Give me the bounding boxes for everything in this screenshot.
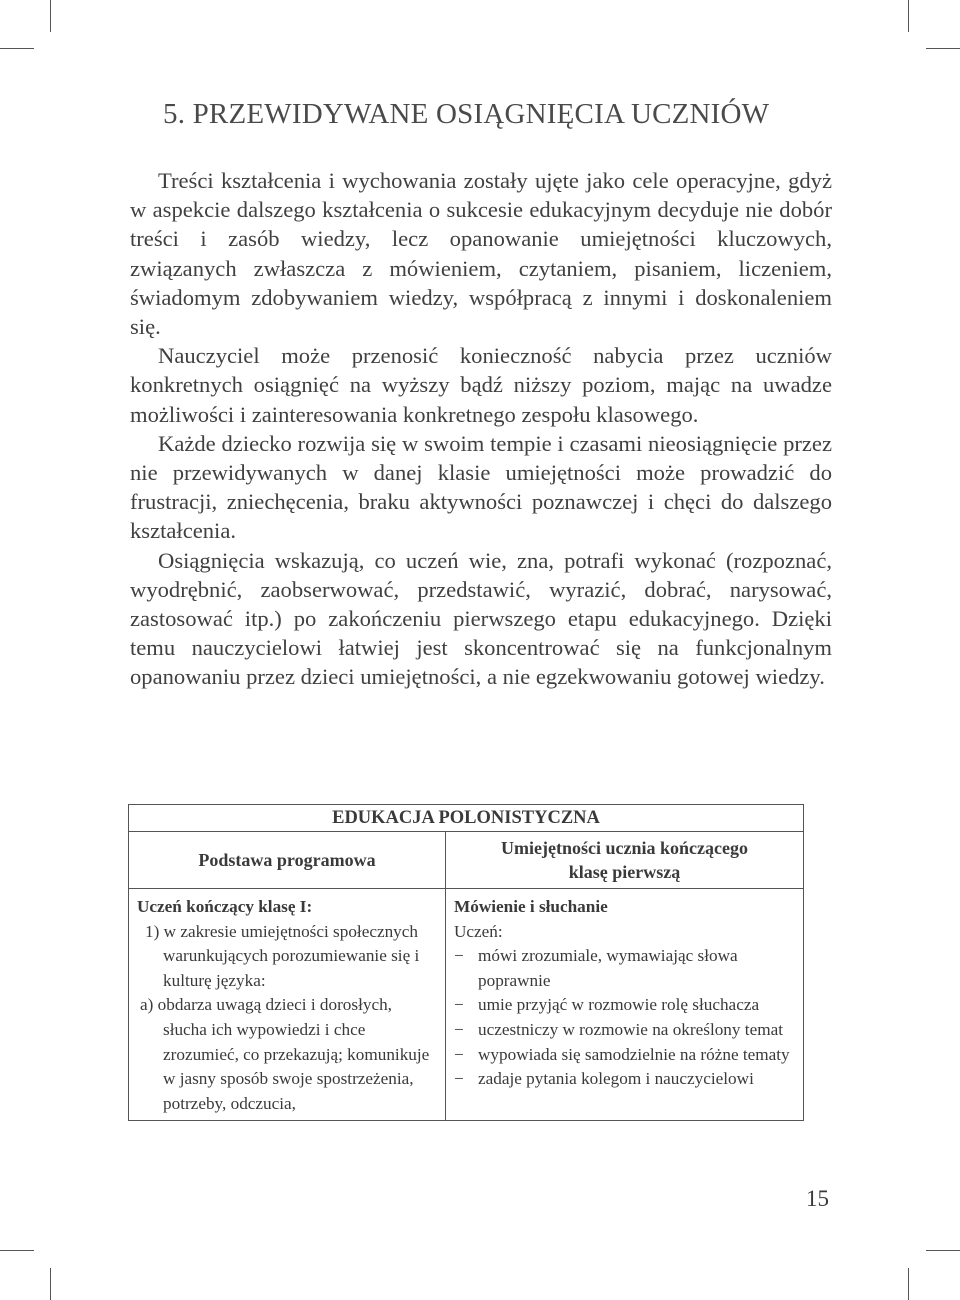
paragraph-4: Osiągnięcia wskazują, co uczeń wie, zna, potrafi wykonać (rozpoznać, wyodrębnić, zaobserwować, przedstawić, wyrazić, dobrać, narysować, zastosować itp.) po zakończeniu pierwszego etapu edukacyjnego. Dzięki temu nauczycielowi łatwiej jest skoncentrować się na funkcjonalnym opanowaniu przez dzieci umiejętności, a nie egzekwowaniu gotowej wiedzy.	[130, 547, 832, 690]
right-cell-title: Mówienie i słuchanie	[454, 897, 608, 916]
dash-bullet-icon: −	[454, 995, 464, 1015]
table-section-header: EDUKACJA POLONISTYCZNA	[129, 805, 804, 832]
left-item-a-letter: a)	[140, 995, 154, 1015]
page-number: 15	[806, 1186, 829, 1211]
crop-mark-bottom-left-h	[0, 1250, 34, 1251]
crop-mark-bottom-left	[50, 1268, 51, 1300]
paragraph-1: Treści kształcenia i wychowania zostały ujęte jako cele operacyjne, gdyż w aspekcie dalszego kształcenia o sukcesie edukacyjnym decyduje nie dobór treści i zasób wiedzy, lecz opanowanie umiejętności kluczowych, związanych zwłaszcza z mówieniem, czytaniem, pisaniem, liczeniem, świadomym zdobywaniem wiedzy, współpracą z innymi i doskonaleniem się.	[130, 168, 832, 340]
crop-mark-top-left	[50, 0, 51, 32]
list-item: − wypowiada się samodzielnie na różne tematy	[454, 1043, 795, 1068]
list-item: − uczestniczy w rozmowie na określony temat	[454, 1018, 795, 1043]
left-item-1-text: w zakresie umiejętności społecznych warunkujących porozumiewanie się i kulturę języka:	[163, 921, 420, 990]
body-text	[130, 166, 832, 692]
crop-mark-top-right	[908, 0, 909, 32]
left-item-a-text: obdarza uwagą dzieci i dorosłych, słucha ich wypowiedzi i chce zrozumieć, co przekazują; komunikuje w jasny sposób swoje spostrzeżenia, potrzeby, odczucia,	[157, 995, 430, 1113]
list-item: − zadaje pytania kolegom i nauczycielowi	[454, 1067, 795, 1092]
core-curriculum-cell	[129, 889, 446, 1121]
column-header-skills-line1: Umiejętności ucznia kończącego	[501, 838, 748, 858]
crop-mark-top-right-h	[926, 48, 960, 49]
crop-mark-bottom-right	[908, 1268, 909, 1300]
left-item-a	[137, 993, 437, 1116]
dash-bullet-icon: −	[454, 946, 464, 966]
left-item-1	[137, 920, 437, 994]
column-header-skills	[446, 832, 804, 889]
section-heading: 5. PRZEWIDYWANE OSIĄGNIĘCIA UCZNIÓW	[163, 98, 770, 130]
left-cell-title: Uczeń kończący klasę I:	[137, 897, 313, 916]
paragraph-2: Nauczyciel może przenosić konieczność nabycia przez uczniów konkretnych osiągnięć na wyższy bądź niższy poziom, mając na uwadze możliwości i zainteresowania konkretnego zespołu klasowego.	[130, 343, 832, 427]
dash-bullet-icon: −	[454, 1069, 464, 1089]
dash-bullet-icon: −	[454, 1044, 464, 1064]
column-header-core-curriculum: Podstawa programowa	[129, 832, 446, 889]
crop-mark-top-left-h	[0, 48, 34, 49]
right-cell-subtitle: Uczeń:	[454, 921, 503, 941]
dash-bullet-icon: −	[454, 1019, 464, 1039]
skills-list	[454, 944, 795, 1092]
paragraph-3: Każde dziecko rozwija się w swoim tempie i czasami nieosiągnięcie przez nie przewidywanych w danej klasie umiejętności może prowadzić do frustracji, zniechęcenia, braku aktywności poznawczej i chęci do dalszego kształcenia.	[130, 430, 832, 544]
left-item-1-number: 1)	[145, 921, 160, 941]
curriculum-table	[128, 804, 804, 1121]
list-item: − mówi zrozumiale, wymawiając słowa poprawnie	[454, 946, 738, 990]
skills-cell	[446, 889, 804, 1121]
crop-mark-bottom-right-h	[926, 1250, 960, 1251]
column-header-skills-line2: klasę pierwszą	[568, 862, 681, 882]
list-item: − umie przyjąć w rozmowie rolę słuchacza	[454, 993, 795, 1018]
